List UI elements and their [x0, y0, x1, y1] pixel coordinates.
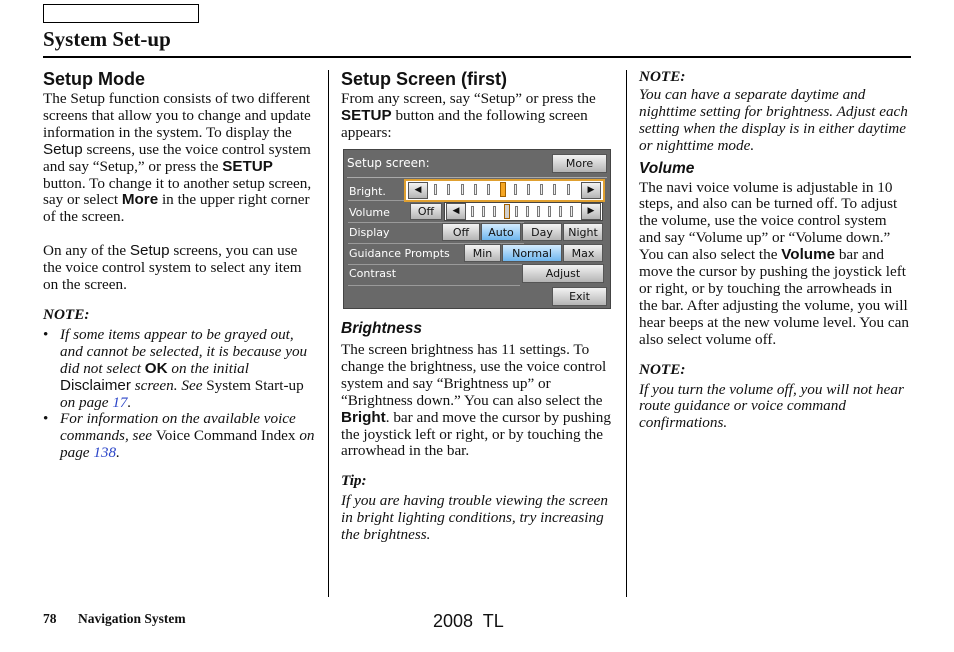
text: on page [60, 427, 315, 462]
keyword-ok: OK [144, 359, 168, 377]
display-day-button[interactable]: Day [522, 223, 562, 241]
left-arrow-icon[interactable]: ◀ [408, 182, 428, 199]
note-brightness-text: You can have a separate daytime and nighttime setting for brightness. Adjust each setting when the display is in either daytime or nighttime mode. [639, 85, 908, 154]
text: From any screen, say “Setup” or press the [341, 90, 596, 107]
header-tab-box [43, 4, 199, 23]
contrast-adjust-button[interactable]: Adjust [522, 264, 604, 283]
setup-mode-paragraph [43, 91, 317, 226]
section-reference: Voice Command Index [155, 427, 296, 445]
text: The navi voice volume is adjustable in 10 steps, and also can be turned off. To adjust the volume, use the voice control system and say “Volume up” or “Volume down.” You can also select the [639, 178, 898, 264]
slider-tick [559, 206, 562, 217]
slider-tick [527, 184, 530, 195]
text: button. To change it to another setup screen, say or select [43, 174, 312, 209]
setup-screens-paragraph [43, 243, 317, 294]
slider-tick [537, 206, 540, 217]
volume-bar[interactable] [444, 202, 603, 221]
slider-tick [553, 184, 556, 195]
slider-tick [474, 184, 477, 195]
slider-tick [514, 184, 517, 195]
page-number: 78 [43, 611, 57, 626]
slider-tick [434, 184, 437, 195]
bullet: • [43, 410, 49, 428]
text: If some items appear to be grayed out, and cannot be selected, it is because you did not select [60, 325, 308, 377]
bullet: • [43, 325, 49, 343]
slider-tick [487, 184, 490, 195]
section-reference: System Start-up [206, 376, 304, 394]
tip-text: If you are having trouble viewing the screen in bright lighting conditions, try increasing the brightness. [341, 492, 608, 544]
slider-tick [570, 206, 573, 217]
column-1 [43, 68, 317, 462]
slider-tick [482, 206, 485, 217]
text: screen. See [130, 376, 207, 394]
slider-tick [471, 206, 474, 217]
setup-screen-image [343, 149, 611, 309]
keyword-volume: Volume [781, 246, 836, 264]
footer-model: 2008 TL [433, 611, 504, 631]
setup-mode-heading: Setup Mode [43, 69, 145, 89]
text: On any of the [43, 242, 130, 260]
text: . [127, 393, 132, 411]
guidance-normal-button[interactable]: Normal [502, 244, 562, 262]
note-bullet-1 [43, 327, 317, 412]
brightness-bar[interactable] [404, 179, 605, 202]
display-off-button[interactable]: Off [442, 223, 480, 241]
more-button[interactable]: More [552, 154, 607, 173]
slider-tick [548, 206, 551, 217]
page-link[interactable]: 138 [93, 444, 117, 462]
column-2-lower [341, 320, 613, 544]
column-3 [639, 69, 911, 432]
right-arrow-icon[interactable]: ▶ [581, 182, 601, 199]
volume-off-button[interactable]: Off [410, 203, 442, 220]
text: in the upper right corner of the screen. [43, 191, 310, 226]
brightness-heading: Brightness [341, 320, 422, 337]
left-arrow-icon[interactable]: ◀ [446, 203, 466, 220]
text: . [116, 444, 120, 462]
slider-tick [515, 206, 518, 217]
slider-tick [504, 204, 510, 219]
slider-tick [493, 206, 496, 217]
footer-section-label: Navigation System [78, 611, 186, 626]
volume-label: Volume [349, 206, 390, 219]
keyword-more: More [121, 191, 159, 209]
exit-button[interactable]: Exit [552, 287, 607, 306]
setup-screen-heading: Setup Screen (first) [341, 69, 508, 89]
slider-tick [447, 184, 450, 195]
page-link[interactable]: 17 [112, 393, 128, 411]
tip-label: Tip: [341, 472, 367, 490]
note-label: NOTE: [639, 68, 686, 85]
text: The screen brightness has 11 settings. To change the brightness, use the voice control system and say “Brightness up” or “Brightness down.” You can also select the [341, 341, 607, 409]
display-night-button[interactable]: Night [563, 223, 603, 241]
keyword-setup-button: SETUP [222, 157, 273, 175]
text: button and the following screen appears: [341, 106, 588, 141]
note-label: NOTE: [43, 305, 90, 323]
note-label: NOTE: [639, 360, 686, 378]
keyword-setup: Setup [43, 140, 83, 158]
text: screens, use the voice control system and say “Setup,” or press the [43, 140, 311, 175]
note-bullet-2 [43, 411, 317, 462]
text: screens, you can use the voice control system to select any item on the screen. [43, 242, 302, 294]
slider-tick [500, 182, 506, 197]
setup-screen-paragraph [341, 91, 613, 142]
display-label: Display [349, 226, 390, 239]
text: on the initial [167, 359, 249, 377]
slider-tick [540, 184, 543, 195]
note-volume-text: If you turn the volume off, you will not hear route guidance or voice command confirmations. [639, 380, 904, 432]
contrast-label: Contrast [349, 267, 397, 280]
text: on page [60, 393, 113, 411]
slider-tick [461, 184, 464, 195]
volume-paragraph [639, 180, 911, 349]
slider-tick [567, 184, 570, 195]
page-title: System Set-up [43, 27, 171, 51]
keyword-disclaimer: Disclaimer [60, 376, 131, 394]
guidance-min-button[interactable]: Min [464, 244, 501, 262]
text: bar and move the cursor by pushing the joystick left or right, or by touching the arrowheads in the bar. After adjusting the volume, you will hear beeps at the new volume level. You can also select volume off. [639, 246, 909, 348]
keyword-bright: Bright [341, 408, 386, 426]
keyword-setup: Setup [129, 242, 170, 260]
guidance-label: Guidance Prompts [349, 247, 450, 260]
divider [347, 177, 607, 178]
text: For information on the available voice commands, see [60, 410, 296, 445]
column-2 [341, 68, 613, 142]
slider-tick [526, 206, 529, 217]
keyword-setup-button: SETUP [341, 106, 392, 124]
column-divider-2 [626, 70, 627, 597]
text: . bar and move the cursor by pushing the joystick left or right, or by touching the arrowhead in the bar. [341, 408, 611, 460]
volume-heading: Volume [639, 159, 695, 177]
bright-label: Bright. [349, 185, 386, 198]
right-arrow-icon[interactable]: ▶ [581, 203, 601, 220]
brightness-paragraph [341, 342, 613, 460]
column-divider-1 [328, 70, 329, 597]
title-rule [43, 56, 911, 58]
display-auto-button[interactable]: Auto [481, 223, 521, 241]
screen-title: Setup screen: [347, 156, 430, 170]
guidance-max-button[interactable]: Max [563, 244, 603, 262]
text: The Setup function consists of two different screens that allow you to change and update information in the system. To display the [43, 90, 311, 141]
